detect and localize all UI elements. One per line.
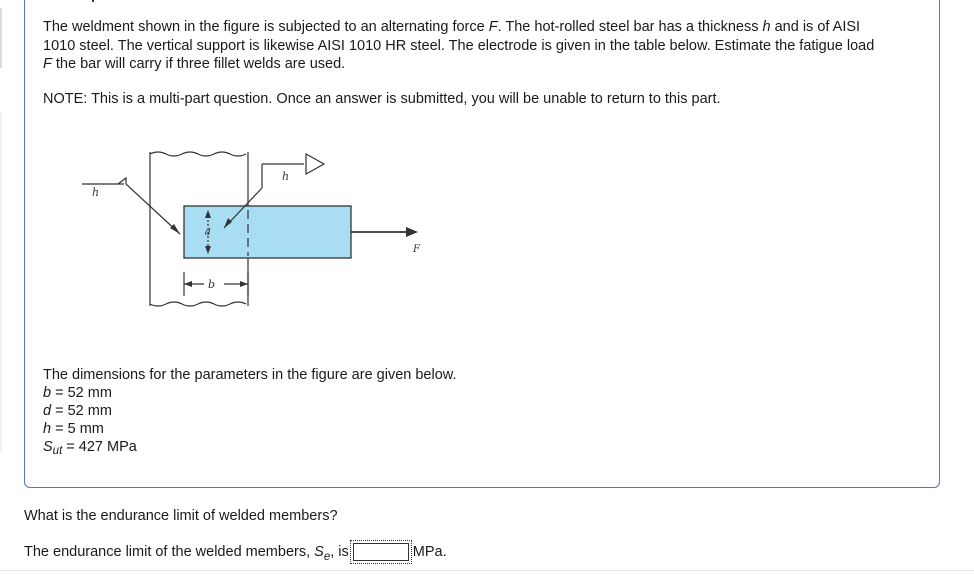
label-d: d xyxy=(205,228,211,238)
b-arrow-left xyxy=(184,281,192,287)
left-gutter xyxy=(0,112,2,452)
param-d: d = 52 mm xyxy=(43,403,112,419)
problem-statement: The weldment shown in the figure is subjected to an alternating force F. The hot-rolled steel bar has a thickness h and is of AISI 1010 steel. The vertical support is likewise AISI 1010 HR steel. The electrode is given in the table below. Estimate the fatigue load F the bar will carry if three fillet welds are used. xyxy=(43,19,875,72)
force-arrowhead xyxy=(406,227,418,237)
label-h-left: h xyxy=(92,186,100,199)
support-break-bottom xyxy=(150,302,246,306)
b-arrow-right xyxy=(240,281,248,287)
left-scroll-indicator xyxy=(0,8,2,68)
label-F: F xyxy=(413,244,420,255)
param-b: b = 52 mm xyxy=(43,385,112,401)
artifact-dot xyxy=(92,0,94,2)
support-break-top xyxy=(150,152,246,156)
weldment-figure xyxy=(56,138,486,322)
label-b: b xyxy=(208,278,216,291)
unit-label: MPa. xyxy=(412,543,447,560)
question-prompt: What is the endurance limit of welded members? xyxy=(24,508,338,524)
label-h-top: h xyxy=(282,170,290,183)
parameters-block xyxy=(43,366,456,457)
parameters-intro: The dimensions for the parameters in the figure are given below. xyxy=(43,367,457,383)
param-h: h = 5 mm xyxy=(43,421,104,437)
weldment-diagram xyxy=(56,138,486,318)
left-fillet-symbol xyxy=(118,178,126,184)
endurance-limit-input[interactable] xyxy=(353,543,409,561)
multi-part-note: NOTE: This is a multi-part question. Once an answer is submitted, you will be unable to return to this part. xyxy=(43,91,721,107)
top-fillet-symbol xyxy=(306,154,324,174)
answer-line: The endurance limit of the welded members, $S_e$, is MPa. xyxy=(24,543,447,563)
param-sut: $S_{ut} = 427$ MPa xyxy=(43,439,137,457)
bottom-divider xyxy=(0,570,974,571)
